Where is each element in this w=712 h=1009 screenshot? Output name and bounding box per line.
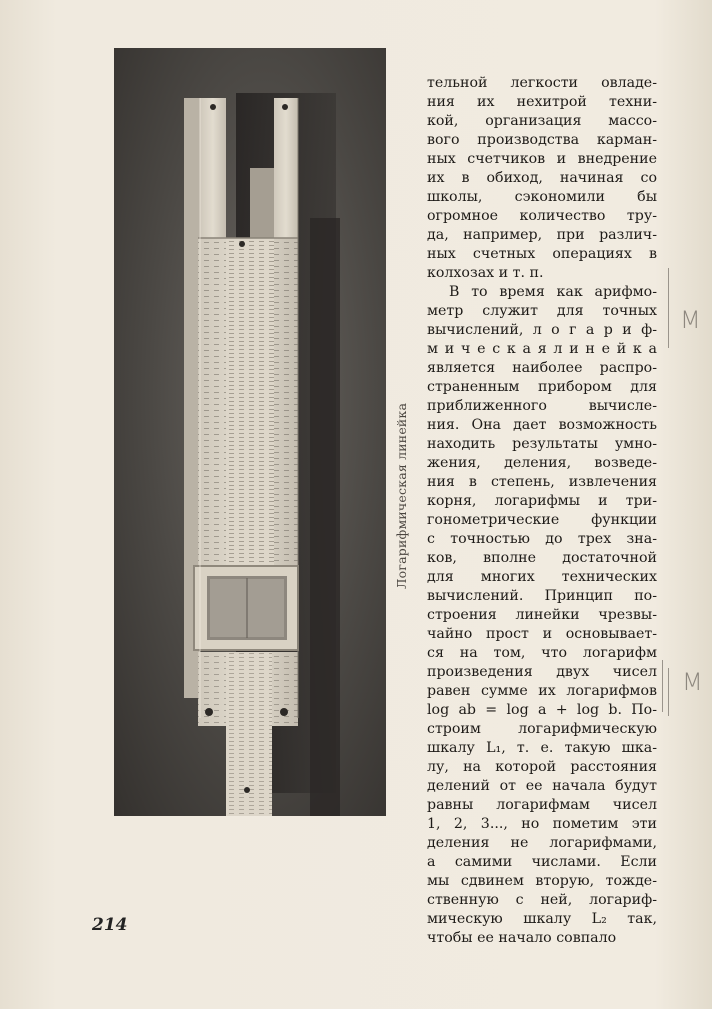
text-line: равны логарифмам чисел bbox=[427, 797, 657, 813]
margin-pencil-line bbox=[668, 268, 669, 348]
text-line: ния. Она дает возможность bbox=[427, 417, 657, 433]
text-line: ся на том, что логарифм bbox=[427, 645, 657, 661]
text-line: чайно прост и основывает- bbox=[427, 626, 657, 642]
text-line: мы сдвинем вторую, тожде- bbox=[427, 873, 657, 889]
text-line: м и ч е с к а я л и н е й к а bbox=[427, 341, 657, 357]
text-line: лу, на которой расстояния bbox=[427, 759, 657, 775]
text-line: В то время как арифмо- bbox=[449, 284, 657, 300]
text-line: 1, 2, 3..., но пометим эти bbox=[427, 816, 657, 832]
text-line: а самими числами. Если bbox=[427, 854, 657, 870]
text-line: находить результаты умно- bbox=[427, 436, 657, 452]
slide-rule-photo bbox=[114, 48, 386, 816]
text-line: равен сумме их логарифмов bbox=[427, 683, 657, 699]
text-line: строим логарифмическую bbox=[427, 721, 657, 737]
text-line: log ab = log a + log b. По- bbox=[427, 702, 657, 718]
text-line: ственную с ней, логариф- bbox=[427, 892, 657, 908]
text-line: страненным прибором для bbox=[427, 379, 657, 395]
text-line: огромное количество тру- bbox=[427, 208, 657, 224]
text-line: вычислений, л о г а р и ф- bbox=[427, 322, 657, 338]
text-line: вого производства карман- bbox=[427, 132, 657, 148]
margin-pencil-line bbox=[668, 668, 669, 716]
text-line: кой, организация массо- bbox=[427, 113, 657, 129]
margin-pencil-mark: M bbox=[682, 668, 703, 696]
text-line: их в обиход, начиная со bbox=[427, 170, 657, 186]
text-line: является наиболее распро- bbox=[427, 360, 657, 376]
text-line: делений от ее начала будут bbox=[427, 778, 657, 794]
text-line: вычислений. Принцип по- bbox=[427, 588, 657, 604]
text-line: тельной легкости овладе- bbox=[427, 75, 657, 91]
text-line: произведения двух чисел bbox=[427, 664, 657, 680]
text-line: корня, логарифмы и три- bbox=[427, 493, 657, 509]
text-line: строения линейки чрезвы- bbox=[427, 607, 657, 623]
text-line: с точностью до трех зна- bbox=[427, 531, 657, 547]
text-line: жения, деления, возведе- bbox=[427, 455, 657, 471]
text-line: чтобы ее начало совпало bbox=[427, 930, 617, 946]
text-line: школы, сэкономили бы bbox=[427, 189, 657, 205]
text-line: ков, вполне достаточной bbox=[427, 550, 657, 566]
text-line: деления не логарифмами, bbox=[427, 835, 657, 851]
text-line: шкалу L₁, т. е. такую шка- bbox=[427, 740, 657, 756]
text-line: да, например, при различ- bbox=[427, 227, 657, 243]
figure-caption: Логарифмическая линейка bbox=[394, 402, 409, 590]
text-line: ных счетных операциях в bbox=[427, 246, 657, 262]
text-line: колхозах и т. п. bbox=[427, 265, 544, 281]
margin-pencil-line bbox=[662, 660, 663, 712]
text-line: для многих технических bbox=[427, 569, 657, 585]
text-line: мическую шкалу L₂ так, bbox=[427, 911, 657, 927]
text-line: ния их нехитрой техни- bbox=[427, 94, 657, 110]
body-text-column bbox=[427, 74, 657, 948]
text-line: метр служит для точных bbox=[427, 303, 657, 319]
text-line: ных счетчиков и внедрение bbox=[427, 151, 657, 167]
text-line: ния в степень, извлечения bbox=[427, 474, 657, 490]
text-line: гонометрические функции bbox=[427, 512, 657, 528]
text-line: приближенного вычисле- bbox=[427, 398, 657, 414]
margin-pencil-mark: M bbox=[680, 306, 701, 334]
page-number: 214 bbox=[92, 915, 128, 935]
slide-rule-illustration bbox=[114, 48, 386, 816]
